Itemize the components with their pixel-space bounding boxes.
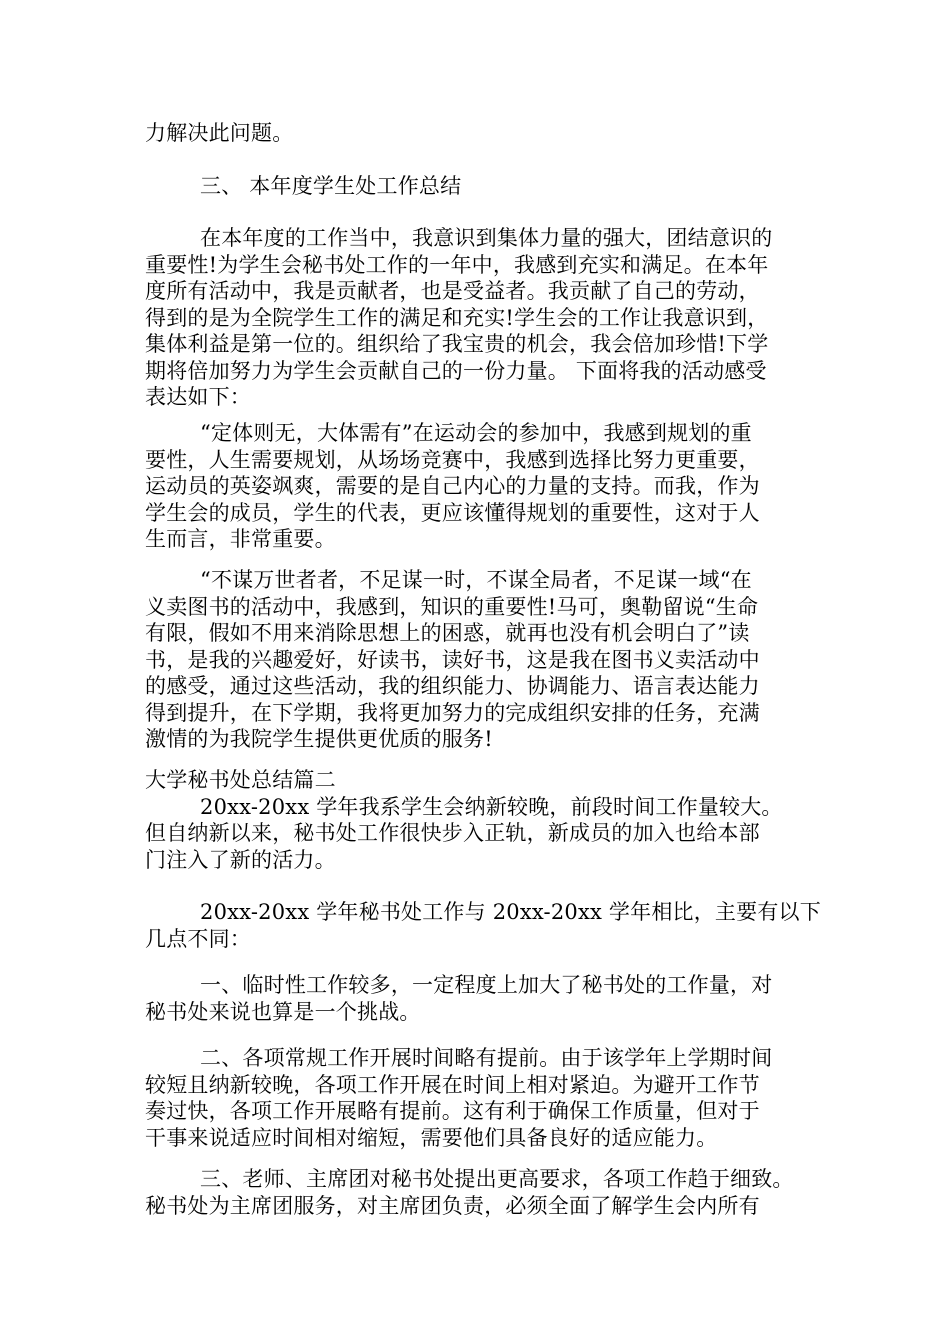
paragraph-book-sale: “不谋万世者者，不足谋一时，不谋全局者，不足谋一域“在 义卖图书的活动中，我感到，知识的重要性!马可，奥勒留说“生命 有限，假如不用来消除思想上的困惑，就再也没有机会明白了”读 书，是我的兴趣爱好，好读书，读好书，这是我在图书义卖活动中 的感受，通过这些活动，我的组织能力、协调能力、语言表达能力 得到提升，在下学期，我将更加努力的完成组织安排的任务，充满 激情的为我院学生提供更优质的服务!	[145, 568, 760, 751]
paragraph-point-one: 一、临时性工作较多，一定程度上加大了秘书处的工作量，对 秘书处来说也算是一个挑战。	[145, 973, 773, 1024]
paragraph-comparison: 20xx-20xx 学年秘书处工作与 20xx-20xx 学年相比，主要有以下 几点不同：	[145, 900, 821, 951]
paragraph-annual-summary: 在本年度的工作当中，我意识到集体力量的强大，团结意识的 重要性!为学生会秘书处工作的一年中，我感到充实和满足。在本年 度所有活动中，我是贡献者，也是受益者。我贡献了自己的劳动， 得到的是为全院学生工作的满足和充实!学生会的工作让我意识到， 集体利益是第一位的。组织给了我宝贵的机会，我会倍加珍惜!下学 期将倍加努力为学生会贡献自己的一份力量。 下面将我的活动感受 表达如下：	[145, 226, 773, 409]
paragraph-part-two-intro: 大学秘书处总结篇二 20xx-20xx 学年我系学生会纳新较晚，前段时间工作量较大。 但自纳新以来，秘书处工作很快步入正轨，新成员的加入也给本部 门注入了新的活力。	[145, 768, 783, 872]
paragraph-intro-fragment: 力解决此问题。	[145, 121, 294, 145]
paragraph-point-two: 二、各项常规工作开展时间略有提前。由于该学年上学期时间 较短且纳新较晚，各项工作开展在时间上相对紧迫。为避开工作节 奏过快，各项工作开展略有提前。这有利于确保工作质量，但对于 干事来说适应时间相对缩短，需要他们具备良好的适应能力。	[145, 1046, 773, 1150]
paragraph-point-three: 三、老师、主席团对秘书处提出更高要求，各项工作趋于细致。 秘书处为主席团服务，对主席团负责，必须全面了解学生会内所有	[145, 1167, 794, 1218]
paragraph-sports-meet: “定体则无，大体需有”在运动会的参加中，我感到规划的重 要性，人生需要规划，从场场竞赛中，我感到选择比努力更重要， 运动员的英姿飒爽，需要的是自己内心的力量的支持。而我，作为 学生会的成员，学生的代表，更应该懂得规划的重要性，这对于人 生而言，非常重要。	[145, 421, 760, 551]
section-heading-3: 三、 本年度学生处工作总结	[145, 174, 462, 198]
